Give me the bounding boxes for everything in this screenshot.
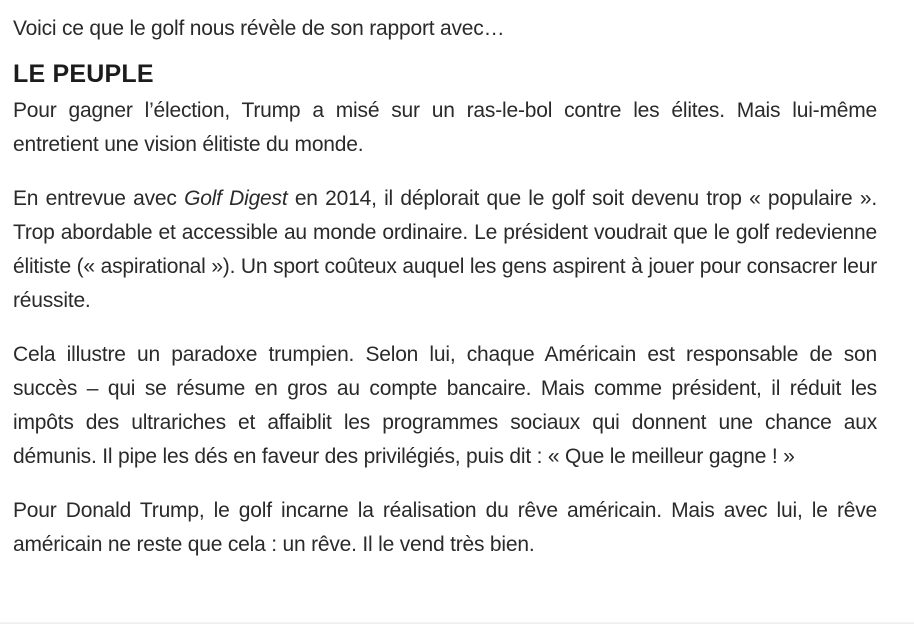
paragraph-2-before: En entrevue avec: [13, 187, 185, 210]
section-heading: LE PEUPLE: [13, 60, 154, 88]
article-body: [13, 0, 877, 582]
magazine-title: Golf Digest: [184, 187, 288, 210]
paragraph-4: Pour Donald Trump, le golf incarne la réalisation du rêve américain. Mais avec lui, le rêve américain ne reste que cela : un rêve. Il le vend très bien.: [13, 499, 877, 556]
paragraph-2: [13, 182, 877, 318]
intro-line: Voici ce que le golf nous révèle de son rapport avec…: [13, 17, 505, 40]
paragraph-2-after: en 2014, il déplorait que le golf soit devenu trop « populaire ». Trop abordable et accessible au monde ordinaire. Le président voudrait que le golf redevienne élitiste (« aspirational »). Un sport coûteux auquel les gens aspirent à jouer pour consacrer leur réussite.: [13, 187, 877, 312]
paragraph-1: Pour gagner l’élection, Trump a misé sur un ras-le-bol contre les élites. Mais lui-même entretient une vision élitiste du monde.: [13, 99, 877, 156]
paragraph-3: Cela illustre un paradoxe trumpien. Selon lui, chaque Américain est responsable de son succès – qui se résume en gros au compte bancaire. Mais comme président, il réduit les impôts des ultrariches et affaiblit les programmes sociaux qui donnent une chance aux démunis. Il pipe les dés en faveur des privilégiés, puis dit : « Que le meilleur gagne ! »: [13, 343, 877, 468]
